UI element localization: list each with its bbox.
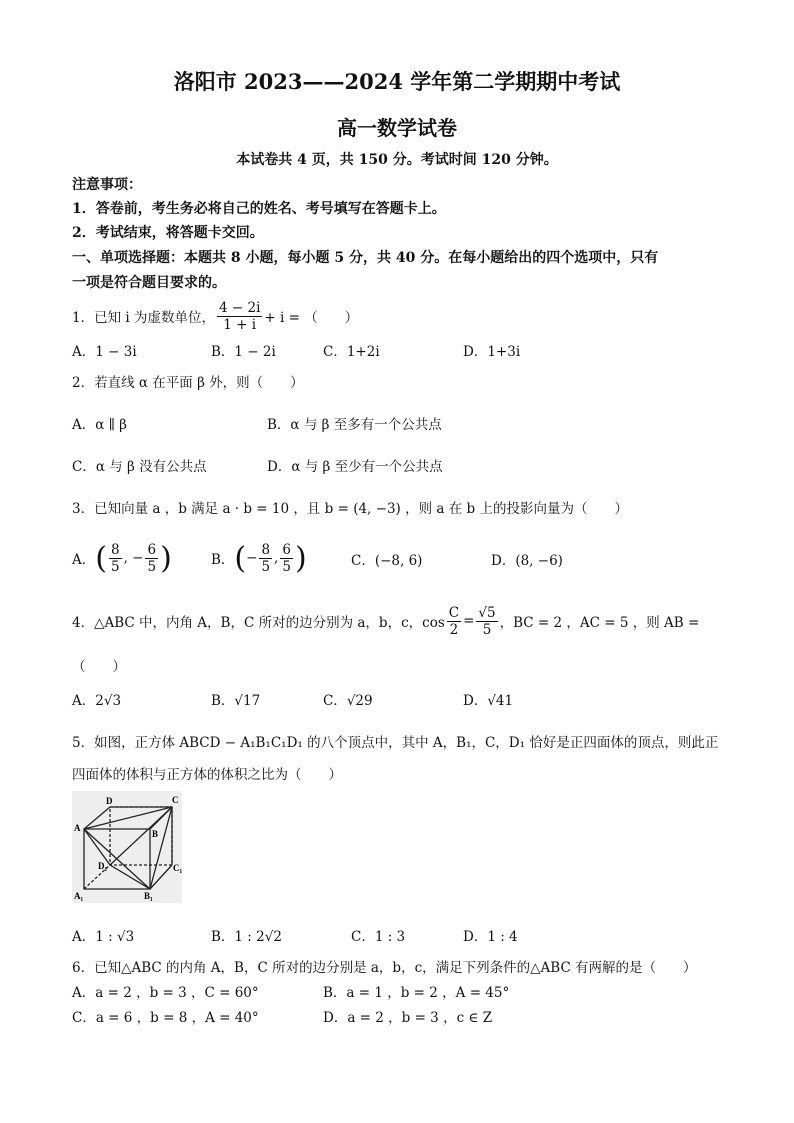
numerator: 8 (261, 541, 271, 558)
numerator: 6 (147, 541, 157, 558)
question-5-line2: 四面体的体积与正方体的体积之比为（ ） (72, 767, 342, 783)
q1-pre: 1．已知 i 为虚数单位， (72, 310, 215, 326)
vertex-label: C (172, 795, 179, 805)
q4-option-c[interactable]: C．√29 (323, 693, 373, 709)
q4-option-a[interactable]: A．2√3 (72, 693, 122, 709)
q1-denominator: 1 + i (223, 316, 257, 333)
denominator: 2 (449, 621, 459, 638)
numerator: C (448, 604, 460, 621)
numerator: 8 (110, 541, 120, 558)
right-paren-icon: ) (294, 540, 307, 576)
q6-option-a[interactable]: A．a = 2 ，b = 3 ，C = 60° (72, 985, 259, 1001)
vertex-label: B (152, 829, 159, 839)
q3-option-d[interactable]: D．(8, −6) (491, 553, 563, 569)
q4-option-d[interactable]: D．√41 (463, 693, 514, 709)
vertex-label: A₁ (74, 891, 84, 901)
question-2-stem: 2．若直线 α 在平面 β 外，则（ ） (72, 375, 304, 391)
numerator: √5 (478, 604, 496, 621)
q1-option-d[interactable]: D．1+3i (463, 344, 521, 360)
q4-pre: 4．△ABC 中，内角 A，B，C 所对的边分别为 a，b，c，cos (72, 615, 445, 631)
q4-eq: = (463, 613, 475, 629)
section-heading-line2: 一项是符合题目要求的。 (72, 275, 226, 291)
q1-option-a[interactable]: A．1 − 3i (72, 344, 137, 360)
cube-figure (72, 791, 182, 903)
q3-b-minus: − (246, 550, 258, 566)
q4-post: ，BC = 2 ，AC = 5 ，则 AB = (499, 615, 700, 631)
q5-option-c[interactable]: C．1 : 3 (351, 929, 406, 945)
question-3-stem: 3．已知向量 a ，b 满足 a · b = 10 ，且 b = (4, −3) ，则 a 在 b 上的投影向量为（ ） (72, 501, 628, 517)
q6-option-b[interactable]: B．a = 1 ，b = 2 ，A = 45° (323, 985, 510, 1001)
left-paren-icon: ( (234, 540, 247, 576)
q4-option-b[interactable]: B．√17 (211, 693, 261, 709)
question-1-stem (72, 296, 358, 336)
q3-a-sep: , − (123, 550, 144, 566)
q1-numerator: 4 − 2i (219, 299, 261, 316)
exam-info: 本试卷共 4 页，共 150 分。考试时间 120 分钟。 (236, 152, 558, 168)
q2-option-c[interactable]: C．α 与 β 没有公共点 (72, 459, 207, 475)
exam-subtitle: 高一数学试卷 (337, 116, 457, 140)
q3-a-frac1 (109, 542, 122, 575)
q3-b-frac2 (280, 542, 293, 575)
left-paren-icon: ( (95, 540, 107, 576)
vertex-label: A (74, 823, 81, 833)
q3-option-b[interactable] (211, 536, 307, 580)
cube-diagram-icon (72, 791, 182, 903)
exam-title: 洛阳市 2023——2024 学年第二学期期中考试 (173, 69, 621, 94)
q3-option-b-label: B． (211, 552, 235, 568)
q4-answer-paren: （ ） (72, 659, 126, 675)
vertex-label: D (106, 796, 113, 806)
q6-option-d[interactable]: D．a = 2 ，b = 3 ，c ∈ Z (323, 1010, 493, 1026)
q2-option-b[interactable]: B．α 与 β 至多有一个公共点 (267, 417, 442, 433)
denominator: 5 (147, 558, 157, 575)
vertex-label: C₁ (173, 863, 182, 873)
denominator: 5 (110, 558, 120, 575)
q3-option-a[interactable] (72, 536, 172, 580)
q5-option-a[interactable]: A．1 : √3 (72, 929, 135, 945)
q4-frac1 (447, 605, 461, 638)
q5-option-d[interactable]: D．1 : 4 (463, 929, 518, 945)
q1-option-c[interactable]: C．1+2i (323, 344, 380, 360)
q5-option-b[interactable]: B．1 : 2√2 (211, 929, 282, 945)
right-paren-icon: ) (160, 540, 172, 576)
notes-heading: 注意事项： (72, 177, 142, 193)
denominator: 5 (261, 558, 271, 575)
notes-item-1: 1．答卷前，考生务必将自己的姓名、考号填写在答题卡上。 (72, 201, 446, 217)
denominator: 5 (282, 558, 291, 575)
vertex-label: B₁ (144, 891, 153, 901)
q1-post: + i = （ ） (264, 310, 359, 326)
q3-b-frac1 (259, 542, 272, 575)
question-5-line1: 5．如图，正方体 ABCD − A₁B₁C₁D₁ 的八个顶点中，其中 A，B₁，C，D₁ 恰好是正四面体的顶点，则此正 (72, 735, 719, 751)
q1-option-b[interactable]: B．1 − 2i (211, 344, 276, 360)
q2-option-d[interactable]: D．α 与 β 至少有一个公共点 (267, 459, 443, 475)
numerator: 6 (282, 541, 291, 558)
q3-option-c[interactable]: C．(−8, 6) (351, 553, 423, 569)
notes-item-2: 2．考试结束，将答题卡交回。 (72, 225, 264, 241)
q4-frac2 (476, 605, 497, 638)
question-4-stem (72, 600, 699, 642)
q3-b-sep: , (274, 550, 279, 566)
q1-fraction (217, 300, 262, 333)
section-heading-line1: 一、单项选择题：本题共 8 小题，每小题 5 分，共 40 分。在每小题给出的四个选项中，只有 (72, 250, 659, 266)
question-6-stem: 6．已知△ABC 的内角 A，B，C 所对的边分别是 a，b，c，满足下列条件的△ABC 有两解的是（ ） (72, 960, 697, 976)
q3-a-frac2 (145, 542, 158, 575)
denominator: 5 (482, 621, 492, 638)
q6-option-c[interactable]: C．a = 6 ，b = 8 ，A = 40° (72, 1010, 259, 1026)
q3-option-a-label: A． (72, 552, 96, 568)
vertex-label: D₁ (98, 861, 108, 871)
q2-option-a[interactable]: A．α ∥ β (72, 417, 127, 433)
